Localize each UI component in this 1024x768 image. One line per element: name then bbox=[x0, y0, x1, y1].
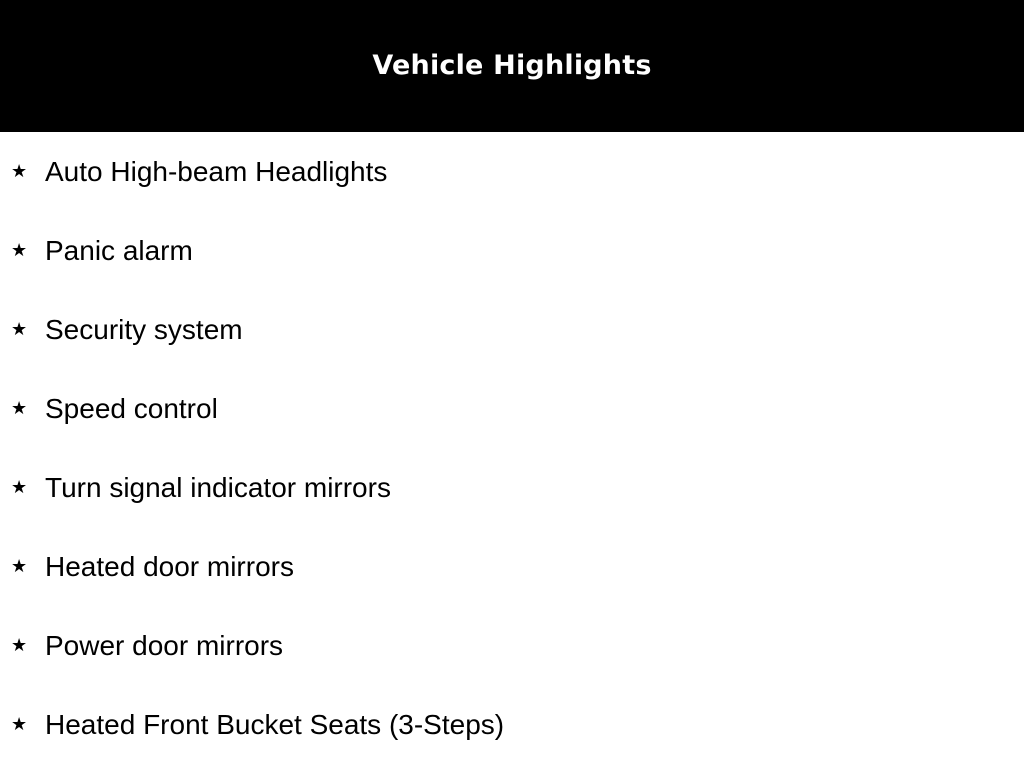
highlight-label: Heated Front Bucket Seats (3-Steps) bbox=[45, 709, 505, 740]
star-icon: ★ bbox=[11, 240, 28, 261]
highlight-label: Turn signal indicator mirrors bbox=[45, 472, 391, 503]
page-title: Vehicle Highlights bbox=[372, 49, 652, 81]
highlight-label: Security system bbox=[45, 314, 243, 345]
highlight-label: Power door mirrors bbox=[45, 630, 284, 661]
star-icon: ★ bbox=[11, 556, 28, 577]
list-item bbox=[0, 395, 1024, 435]
highlight-label: Heated door mirrors bbox=[45, 551, 294, 582]
list-item bbox=[0, 632, 1024, 672]
star-icon: ★ bbox=[11, 635, 28, 656]
star-icon: ★ bbox=[11, 398, 28, 419]
highlight-label: Speed control bbox=[45, 393, 218, 424]
star-icon: ★ bbox=[11, 714, 28, 735]
list-item bbox=[0, 158, 1024, 198]
header-bar bbox=[0, 0, 1024, 132]
star-icon: ★ bbox=[11, 161, 28, 182]
list-item bbox=[0, 237, 1024, 277]
list-item bbox=[0, 474, 1024, 514]
highlight-label: Panic alarm bbox=[45, 235, 193, 266]
star-icon: ★ bbox=[11, 319, 28, 340]
star-icon: ★ bbox=[11, 477, 28, 498]
highlight-label: Auto High-beam Headlights bbox=[45, 156, 388, 187]
list-item bbox=[0, 316, 1024, 356]
list-item bbox=[0, 711, 1024, 751]
list-item bbox=[0, 553, 1024, 593]
